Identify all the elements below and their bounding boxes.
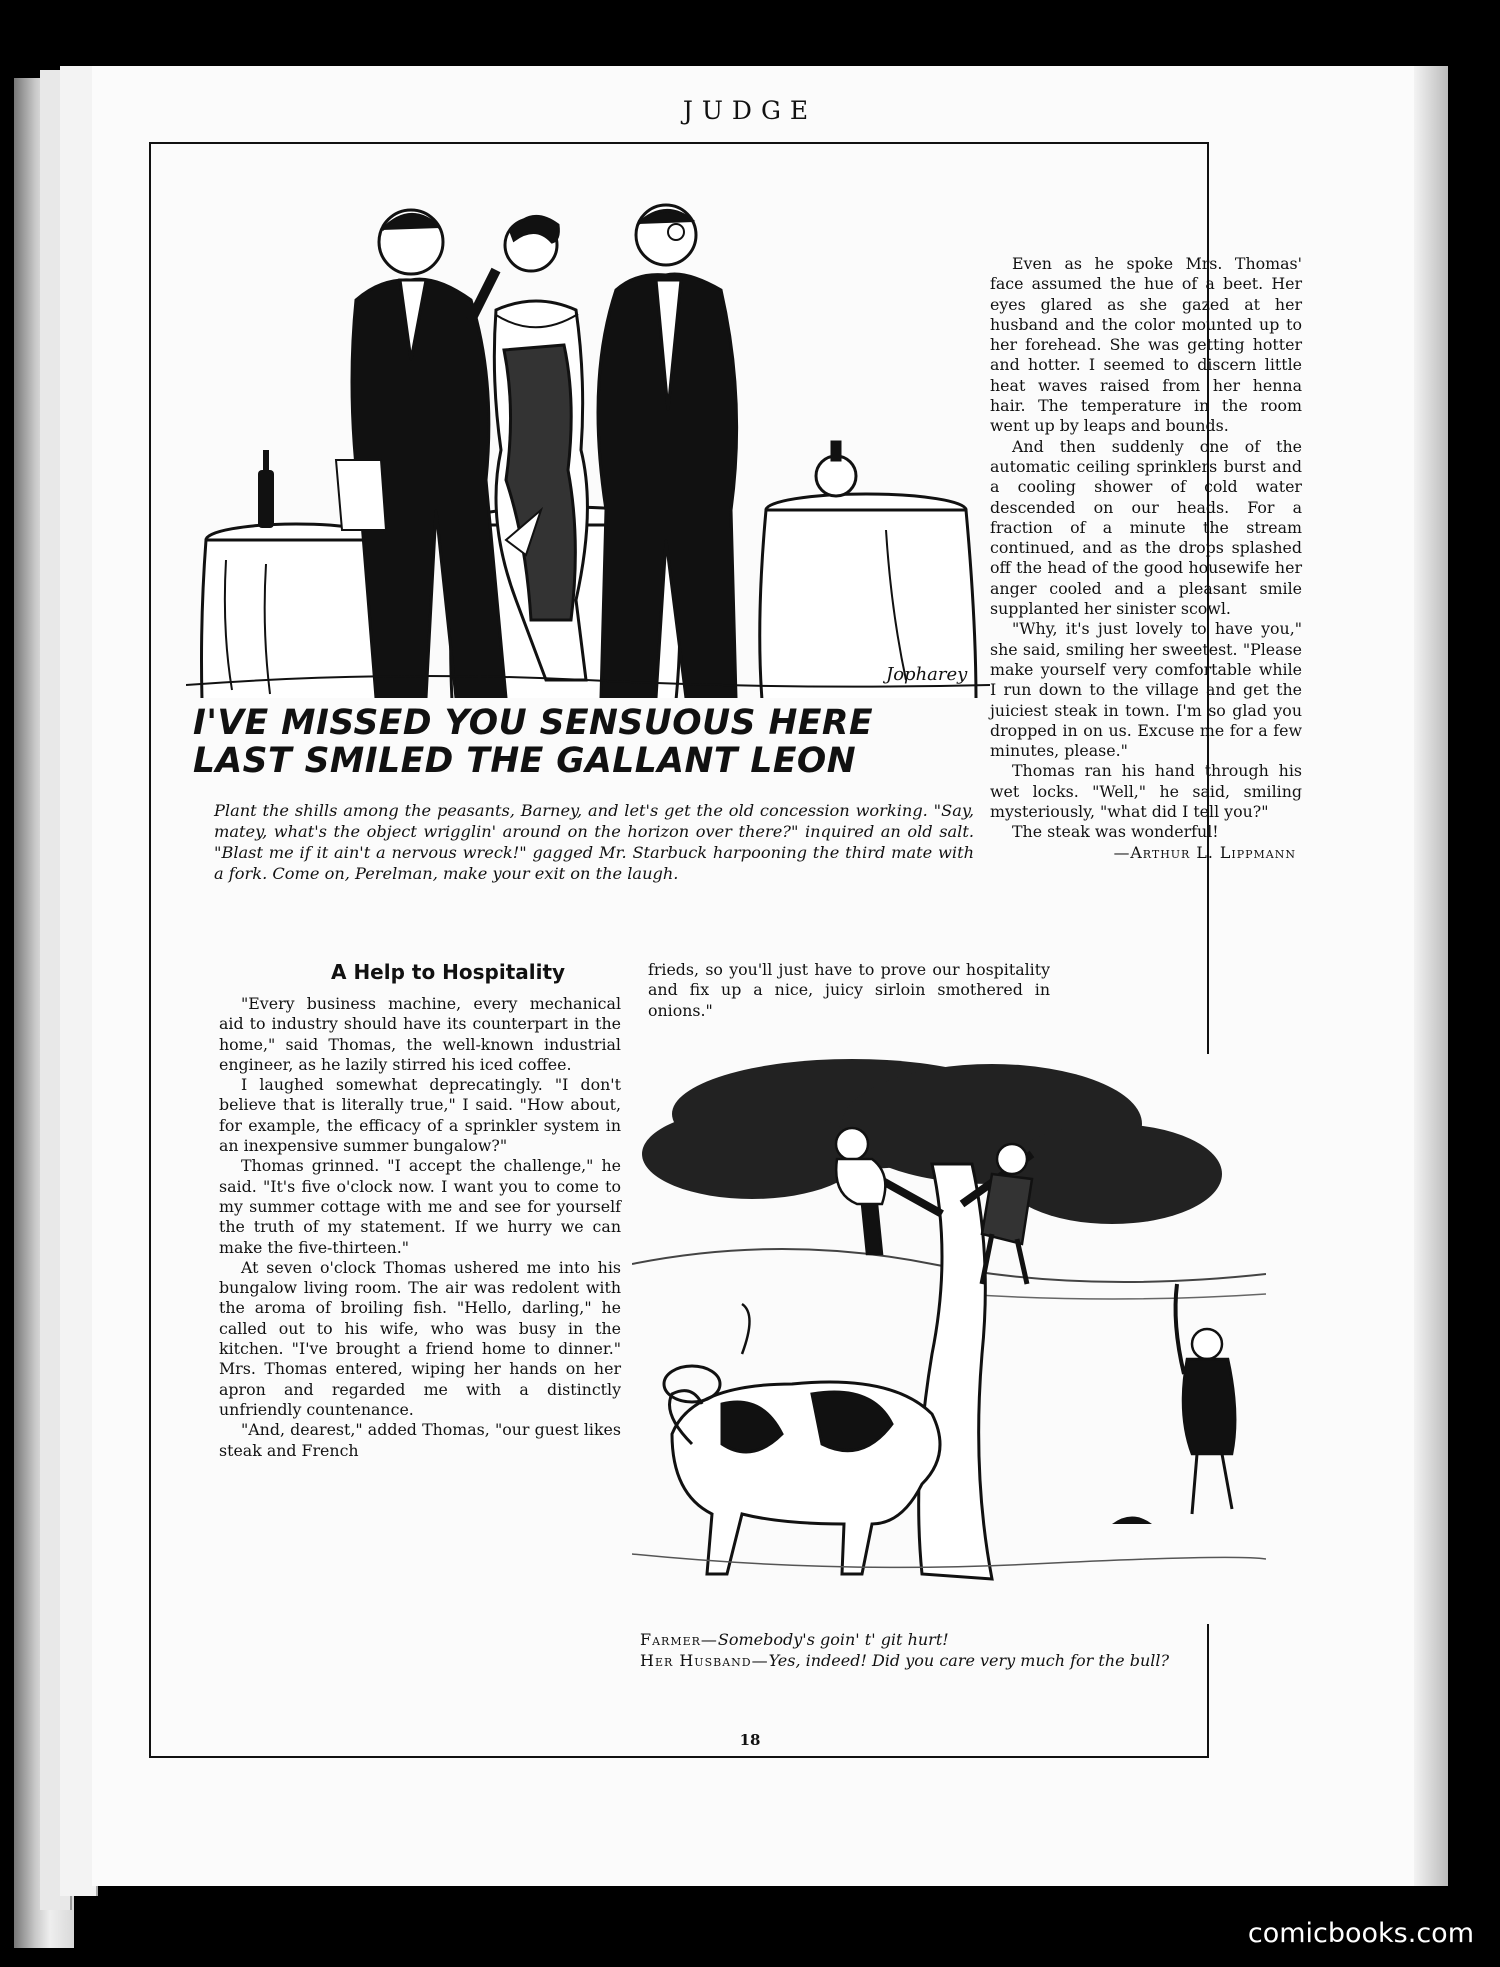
article-paragraph: "And, dearest," added Thomas, "our guest likes steak and French <box>219 1420 621 1460</box>
bull-tree-cartoon <box>632 1054 1266 1624</box>
article-paragraph: I laughed somewhat deprecatingly. "I don't believe that is literally true," I said. "How about, for example, the efficacy of a sprinkler system in an inexpensive summer bungalow?" <box>219 1075 621 1156</box>
caption-line-husband <box>640 1650 1300 1671</box>
wine-bottle <box>258 450 274 528</box>
caption-dialogue: Somebody's goin' t' git hurt! <box>717 1630 949 1649</box>
masthead: JUDGE <box>682 96 818 125</box>
article-paragraph: Even as he spoke Mrs. Thomas' face assumed the hue of a beet. Her eyes glared as she gazed at her husband and the color mounted up to her forehead. She was getting hotter and hotter. I seemed to discern little heat waves raised from her henna hair. The temperature in the room went up by leaps and bounds. <box>990 254 1302 436</box>
article-paragraph: frieds, so you'll just have to prove our hospitality and fix up a nice, juicy sirloin smothered in onions." <box>648 960 1050 1020</box>
cartoon-headline: I'VE MISSED YOU SENSUOUS HERE LAST SMILED THE GALLANT LEON <box>193 703 874 781</box>
artist-signature: Jopharey <box>886 664 968 685</box>
article-paragraph: At seven o'clock Thomas ushered me into his bungalow living room. The air was redolent with the aroma of broiling fish. "Hello, darling," he called out to his wife, who was busy in the kitchen. "I've brought a friend home to dinner." Mrs. Thomas entered, wiping her hands on her apron and regarded me with a distinctly unfriendly countenance. <box>219 1257 621 1419</box>
watermark: comicbooks.com <box>1247 1918 1474 1949</box>
cartoon-intro-text: Plant the shills among the peasants, Barney, and let's get the old concession working. "Say, matey, what's the object wrigglin' around on the horizon over there?" inquired an old salt. "Blast me if it ain't a nervous wreck!" gagged Mr. Starbuck harpooning the third mate with a fork. Come on, Perelman, make your exit on the laugh. <box>214 801 974 883</box>
caption-speaker: Farmer— <box>640 1630 718 1649</box>
right-table <box>760 442 976 698</box>
dinner-party-cartoon <box>186 180 990 698</box>
article-paragraph: And then suddenly one of the automatic ceiling sprinklers burst and a cooling shower of cold water descended on our heads. For a fraction of a minute the stream continued, and as the drops splashed off the head of the good housewife her anger cooled and a pleasant smile supplanted her sinister scowl. <box>990 436 1302 619</box>
article-paragraph: "Why, it's just lovely to have you," she said, smiling her sweetest. "Please make yourself very comfortable while I run down to the village and get the juiciest steak in town. I'm so glad you dropped in on us. Excuse me for a few minutes, please." <box>990 619 1302 761</box>
article-column-middle <box>648 960 1050 1021</box>
article-column-left <box>219 994 621 1461</box>
article-byline: —Arthur L. Lippmann <box>1113 842 1296 862</box>
article-paragraph: "Every business machine, every mechanical aid to industry should have its counterpart in the home," said Thomas, the well-known industrial engineer, as he lazily stirred his iced coffee. <box>219 994 621 1074</box>
page-gutter-shadow <box>1414 66 1448 1886</box>
cartoon-caption <box>640 1629 1300 1671</box>
caption-dialogue: Yes, indeed! Did you care very much for the bull? <box>768 1651 1170 1670</box>
article-paragraph: Thomas ran his hand through his wet locks. "Well," he said, smiling mysteriously, "what did I tell you?" <box>990 761 1302 822</box>
article-paragraph: The steak was wonderful! <box>1012 822 1219 842</box>
caption-line-farmer <box>640 1629 1300 1650</box>
page-number: 18 <box>739 1731 761 1749</box>
article-paragraph: Thomas grinned. "I accept the challenge," he said. "It's five o'clock now. I want you to come to my summer cottage with me and see for yourself the truth of my statement. If we hurry we can make the five-thirteen." <box>219 1156 621 1257</box>
caption-speaker: Her Husband— <box>640 1651 769 1670</box>
article-title: A Help to Hospitality <box>331 960 566 984</box>
article-column-right <box>990 254 1302 863</box>
